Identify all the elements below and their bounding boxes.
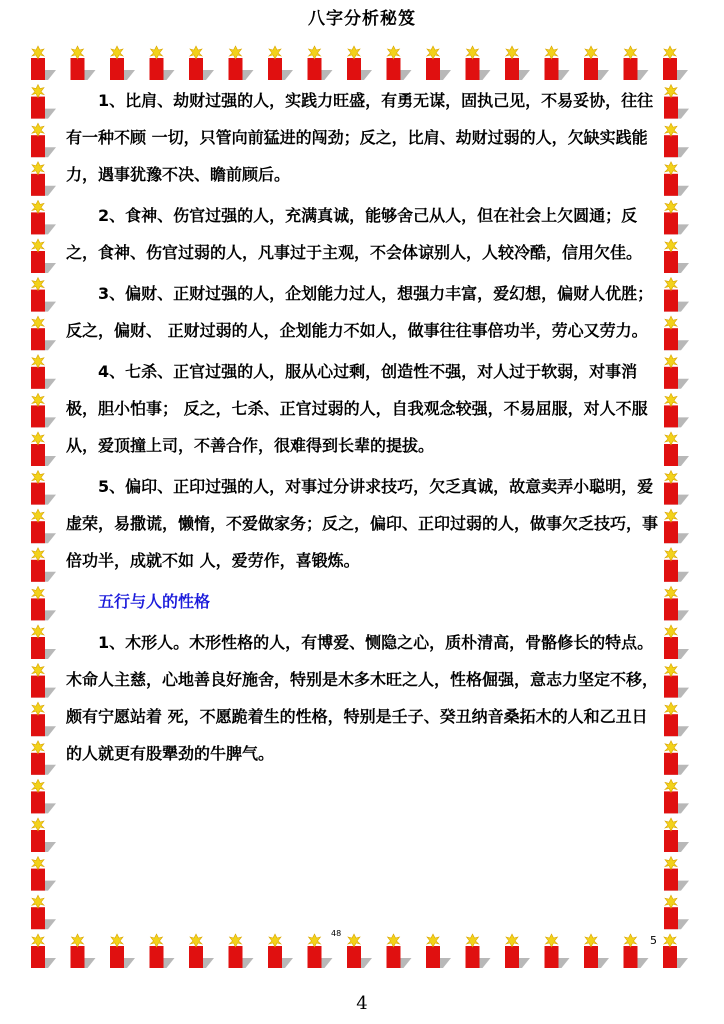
firecracker-icon	[664, 200, 689, 234]
firecracker-icon	[664, 355, 689, 389]
firecracker-icon	[664, 586, 689, 620]
firecracker-icon	[663, 934, 688, 968]
firecracker-icon	[150, 934, 175, 968]
firecracker-icon	[664, 85, 689, 119]
page-number-bottom: 4	[356, 993, 368, 1014]
paragraph-pianyin: 5、偏印、正印过强的人，对事过分讲求技巧，欠乏真诚，故意卖弄小聪明，爱虚荣，易撒谎，懒惰，不爱做家务；反之，偏印、正印过弱的人，做事欠乏技巧，事倍功半，成就不如 人，爱劳作，喜锻炼。	[66, 477, 659, 570]
firecracker-icon	[268, 46, 293, 80]
firecracker-icon	[664, 471, 689, 505]
paragraph-piancai: 3、偏财、正财过强的人，企划能力过人，想强力丰富，爱幻想，偏财人优胜；反之，偏财、 正财过弱的人，企划能力不如人，做事往往事倍功半，劳心又劳力。	[66, 284, 654, 340]
firecracker-icon	[664, 818, 689, 852]
firecracker-icon	[110, 934, 135, 968]
firecracker-icon	[31, 46, 56, 80]
firecracker-icon	[71, 934, 96, 968]
page-number-right: 5	[650, 934, 657, 947]
page-title: 八字分析秘笈	[308, 9, 416, 29]
firecracker-icon	[584, 934, 609, 968]
firecracker-icon	[31, 702, 56, 736]
firecracker-icon	[584, 46, 609, 80]
firecracker-icon	[347, 934, 372, 968]
firecracker-icon	[387, 46, 412, 80]
firecracker-icon	[31, 664, 56, 698]
paragraph-muxing: 1、木形人。木形性格的人，有博爱、恻隐之心，质朴清高，骨骼修长的特点。木命人主慈，心地善良好施舍，特别是木多木旺之人，性格倔强，意志力坚定不移，颇有宁愿站着 死，不愿跪着生的性格，特别是壬子、癸丑纳音桑拓木的人和乙丑日的人就更有股犟劲的牛脾气。	[66, 633, 659, 763]
firecracker-icon	[664, 316, 689, 350]
firecracker-icon	[150, 46, 175, 80]
firecracker-icon	[229, 46, 254, 80]
firecracker-icon	[31, 239, 56, 273]
firecracker-icon	[308, 934, 333, 968]
paragraph-bijian: 1、比肩、劫财过强的人，实践力旺盛，有勇无谋，固执己见，不易妥协，往往有一种不顾 一切，只管向前猛进的闯劲；反之，比肩、劫财过弱的人，欠缺实践能力，遇事犹豫不决、瞻前顾后。	[66, 91, 654, 184]
paragraph-shishen: 2、食神、伤官过强的人，充满真诚，能够舍己从人，但在社会上欠圆通；反之，食神、伤官过弱的人，凡事过于主观，不会体谅别人，人较冷酷，信用欠佳。	[66, 206, 643, 262]
page-number-small: 48	[331, 929, 342, 938]
firecracker-icon	[663, 46, 688, 80]
firecracker-icon	[664, 123, 689, 157]
firecracker-icon	[31, 316, 56, 350]
firecracker-icon	[31, 857, 56, 891]
firecracker-icon	[664, 162, 689, 196]
firecracker-icon	[664, 741, 689, 775]
firecracker-icon	[31, 741, 56, 775]
firecracker-icon	[189, 934, 214, 968]
firecracker-icon	[545, 46, 570, 80]
firecracker-icon	[31, 123, 56, 157]
firecracker-icon	[426, 934, 451, 968]
firecracker-icon	[229, 934, 254, 968]
firecracker-icon	[31, 509, 56, 543]
firecracker-icon	[31, 625, 56, 659]
firecracker-icon	[664, 239, 689, 273]
firecracker-icon	[31, 895, 56, 929]
firecracker-icon	[71, 46, 96, 80]
firecracker-icon	[664, 779, 689, 813]
firecracker-icon	[466, 46, 491, 80]
firecracker-icon	[31, 818, 56, 852]
firecracker-icon	[426, 46, 451, 80]
main-content	[66, 82, 660, 776]
firecracker-icon	[31, 85, 56, 119]
firecracker-icon	[347, 46, 372, 80]
firecracker-icon	[505, 934, 530, 968]
firecracker-icon	[31, 586, 56, 620]
firecracker-icon	[505, 46, 530, 80]
firecracker-icon	[268, 934, 293, 968]
firecracker-icon	[31, 278, 56, 312]
firecracker-icon	[664, 702, 689, 736]
firecracker-icon	[624, 46, 649, 80]
firecracker-icon	[110, 46, 135, 80]
firecracker-icon	[31, 355, 56, 389]
firecracker-icon	[189, 46, 214, 80]
firecracker-icon	[664, 664, 689, 698]
firecracker-icon	[664, 432, 689, 466]
firecracker-icon	[31, 162, 56, 196]
firecracker-icon	[31, 200, 56, 234]
firecracker-icon	[664, 625, 689, 659]
firecracker-icon	[664, 857, 689, 891]
firecracker-icon	[466, 934, 491, 968]
paragraph-qisha: 4、七杀、正官过强的人，服从心过剩，创造性不强，对人过于软弱，对事消极，胆小怕事； 反之，七杀、正官过弱的人，自我观念较强，不易屈服，对人不服从，爱顶撞上司，不善合作，很难得到长辈的提拔。	[66, 362, 648, 455]
firecracker-icon	[664, 278, 689, 312]
firecracker-icon	[664, 548, 689, 582]
section-heading: 五行与人的性格	[98, 592, 211, 611]
firecracker-icon	[31, 779, 56, 813]
firecracker-icon	[664, 509, 689, 543]
firecracker-icon	[31, 548, 56, 582]
firecracker-icon	[545, 934, 570, 968]
firecracker-icon	[664, 895, 689, 929]
firecracker-icon	[308, 46, 333, 80]
firecracker-icon	[664, 393, 689, 427]
firecracker-icon	[624, 934, 649, 968]
firecracker-icon	[31, 471, 56, 505]
firecracker-icon	[387, 934, 412, 968]
firecracker-icon	[31, 432, 56, 466]
firecracker-icon	[31, 393, 56, 427]
firecracker-icon	[31, 934, 56, 968]
